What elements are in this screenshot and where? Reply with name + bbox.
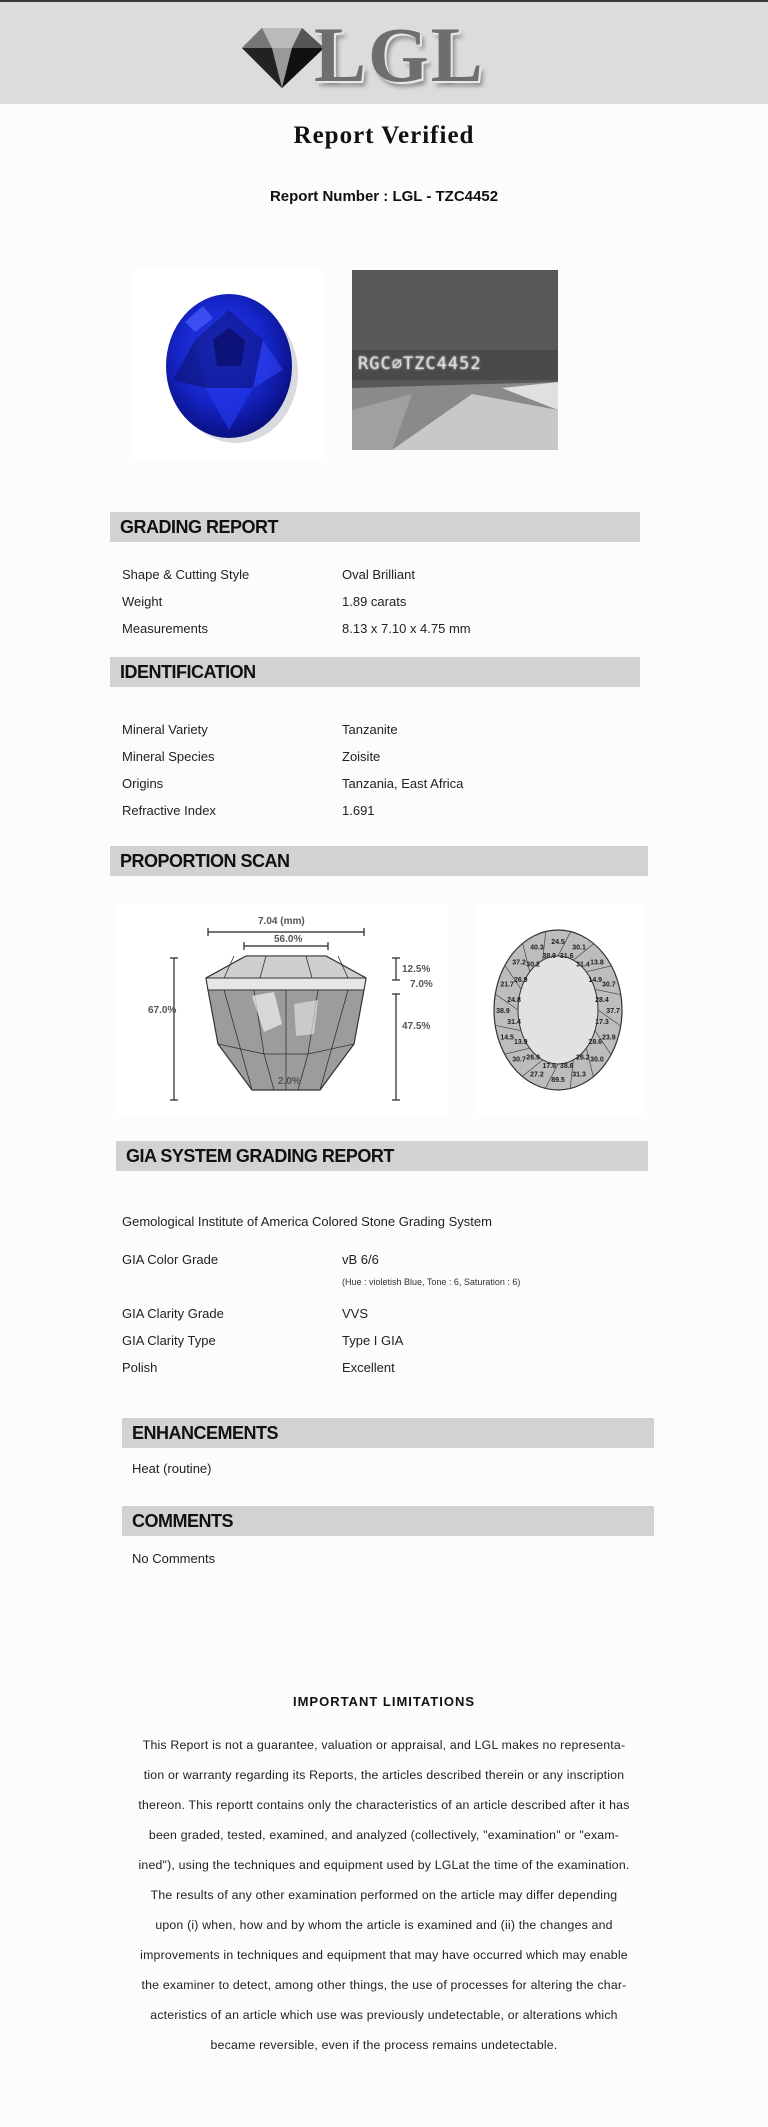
gia-clarity-type-value: Type I GIA <box>342 1333 404 1348</box>
facet-label: 21.7 <box>500 981 514 989</box>
facet-label: 26.9 <box>513 976 528 984</box>
comments-heading: COMMENTS <box>122 1506 654 1536</box>
facet-label: 37.2 <box>512 959 526 967</box>
ident-label-variety: Mineral Variety <box>122 722 208 737</box>
inscription-photo <box>352 270 558 450</box>
report-number: Report Number : LGL - TZC4452 <box>269 188 499 205</box>
gia-clarity-grade-value: VVS <box>342 1306 369 1321</box>
ident-label-origins: Origins <box>122 776 164 791</box>
facet-label: 30.7 <box>512 1056 526 1064</box>
facet-label: 30.7 <box>602 981 616 989</box>
page-title: Report Verified <box>293 122 475 149</box>
facet-label: 27.2 <box>530 1071 544 1079</box>
ident-label-ri: Refractive Index <box>122 803 216 818</box>
facet-label: 31.6 <box>559 953 574 961</box>
grading-label-measurements: Measurements <box>122 621 208 636</box>
facet-label: 14.9 <box>588 976 603 984</box>
proportion-scan-heading: PROPORTION SCAN <box>110 846 648 876</box>
grading-value-weight: 1.89 carats <box>342 594 407 609</box>
facet-label: 30.0 <box>590 1056 604 1064</box>
limitations-line: improvements in techniques and equipment that may have occurred which may enable <box>140 1948 628 1962</box>
limitations-heading: IMPORTANT LIMITATIONS <box>292 1694 476 1709</box>
facet-label: 31.3 <box>572 1071 586 1079</box>
ident-value-origins: Tanzania, East Africa <box>342 776 464 791</box>
header-banner <box>0 2 768 104</box>
limitations-line: been graded, tested, examined, and analyzed (collectively, "examination" or "exam- <box>148 1828 620 1842</box>
grading-report-heading: GRADING REPORT <box>110 512 640 542</box>
profile-table-label: 56.0% <box>274 934 303 945</box>
top-view-diagram <box>474 904 642 1118</box>
facet-label: 31.4 <box>507 1018 521 1026</box>
ident-value-ri: 1.691 <box>342 803 375 818</box>
facet-label: 13.9 <box>513 1039 528 1047</box>
logo-text: LGL <box>314 11 485 98</box>
profile-girdle-label: 7.0% <box>410 979 433 990</box>
ident-value-species: Zoisite <box>342 749 381 764</box>
gia-color-note: (Hue : violetish Blue, Tone : 6, Saturation : 6) <box>342 1277 521 1287</box>
profile-pavilion-label: 47.5% <box>402 1021 431 1032</box>
facet-label: 30.2 <box>526 961 540 969</box>
facet-label: 24.5 <box>551 939 565 947</box>
facet-label: 30.1 <box>572 944 586 952</box>
profile-diagram <box>114 904 448 1118</box>
facet-label: 37.7 <box>606 1008 620 1015</box>
lgl-logo[interactable] <box>232 11 492 98</box>
enhancements-heading: ENHANCEMENTS <box>122 1418 654 1448</box>
facet-label: 38.6 <box>559 1062 574 1070</box>
facet-label: 23.9 <box>602 1034 616 1042</box>
gia-heading: GIA SYSTEM GRADING REPORT <box>116 1141 648 1171</box>
grading-label-shape: Shape & Cutting Style <box>122 567 250 582</box>
facet-label: 28.6 <box>588 1039 603 1047</box>
ident-value-variety: Tanzanite <box>342 722 398 737</box>
limitations-line: ined"), using the techniques and equipment used by LGLat the time of the examination. <box>138 1858 630 1872</box>
gia-color-label: GIA Color Grade <box>122 1252 219 1267</box>
gemstone-photo <box>133 270 323 460</box>
facet-label: 89.5 <box>551 1076 565 1084</box>
facet-label: 14.5 <box>500 1034 514 1042</box>
facet-label: 13.8 <box>590 959 604 967</box>
profile-crown-label: 12.5% <box>402 964 431 975</box>
identification-heading: IDENTIFICATION <box>110 657 640 687</box>
comments-text: No Comments <box>132 1551 216 1566</box>
gia-clarity-grade-label: GIA Clarity Grade <box>122 1306 224 1321</box>
grading-label-weight: Weight <box>122 594 163 609</box>
limitations-line: became reversible, even if the process remains undetectable. <box>210 2038 558 2052</box>
gia-clarity-type-label: GIA Clarity Type <box>122 1333 216 1348</box>
gia-color-value: vB 6/6 <box>342 1252 379 1267</box>
profile-width-label: 7.04 (mm) <box>258 916 305 927</box>
facet-label: 40.3 <box>530 944 544 952</box>
facet-label: 31.4 <box>576 961 590 969</box>
limitations-line: thereon. This reportt contains only the characteristics of an article described after it has <box>138 1798 630 1812</box>
facet-label: 17.3 <box>595 1018 609 1026</box>
limitations-line: the examiner to detect, among other things, the use of processes for altering the char- <box>141 1978 627 1992</box>
grading-value-measurements: 8.13 x 7.10 x 4.75 mm <box>342 621 471 636</box>
facet-label: 38.9 <box>496 1008 510 1015</box>
ident-label-species: Mineral Species <box>122 749 215 764</box>
limitations-line: tion or warranty regarding its Reports, the articles described therein or any inscription <box>143 1768 625 1782</box>
facet-label: 28.4 <box>595 997 609 1005</box>
gia-polish-label: Polish <box>122 1360 158 1375</box>
limitations-line: The results of any other examination performed on the article may differ depending <box>150 1888 618 1902</box>
facet-label: 26.9 <box>526 1054 540 1062</box>
limitations-line: This Report is not a guarantee, valuation or appraisal, and LGL makes no representa- <box>142 1738 626 1752</box>
limitations-line: acteristics of an article which use was previously undetectable, or alterations which <box>150 2008 618 2022</box>
profile-culet-label: 2.0% <box>278 1076 301 1087</box>
grading-value-shape: Oval Brilliant <box>342 567 415 582</box>
gia-polish-value: Excellent <box>342 1360 395 1375</box>
inscription-text: RGC⌀TZC4452 <box>358 354 482 374</box>
gia-system-name: Gemological Institute of America Colored Stone Grading System <box>122 1214 492 1229</box>
facet-label: 26.2 <box>576 1054 590 1062</box>
profile-depth-label: 67.0% <box>148 1005 177 1016</box>
facet-label: 38.9 <box>542 953 557 961</box>
enhancements-text: Heat (routine) <box>132 1461 212 1476</box>
facet-label: 24.8 <box>507 997 521 1005</box>
facet-label: 17.6 <box>542 1062 557 1070</box>
limitations-line: upon (i) when, how and by whom the article is examined and (ii) the changes and <box>155 1918 613 1932</box>
